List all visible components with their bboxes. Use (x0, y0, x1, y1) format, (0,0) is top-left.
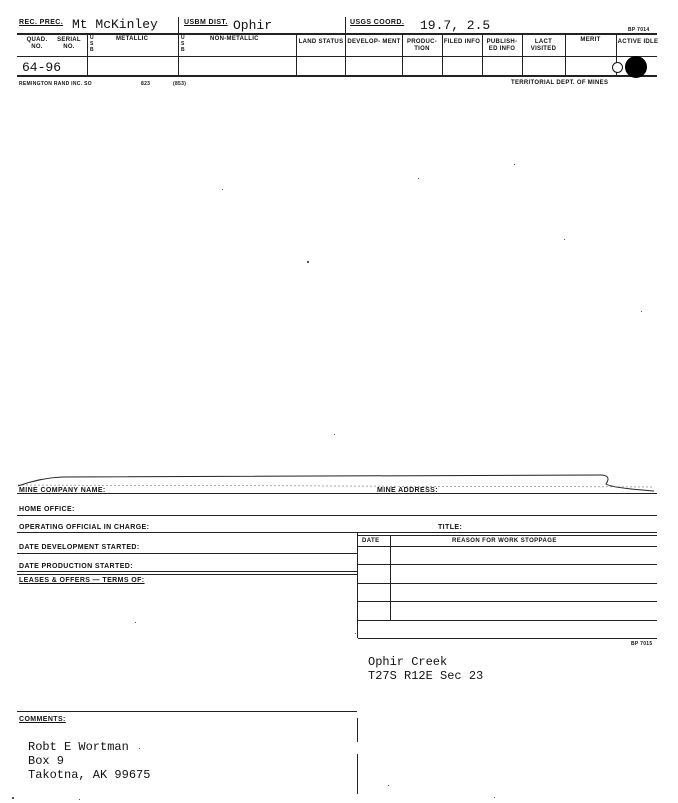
col-non-metallic: NON-METALLIC (210, 36, 259, 42)
form-number-2: BP 7015 (631, 641, 653, 647)
department-name: TERRITORIAL DEPT. OF MINES (511, 80, 609, 86)
location-line-2: T27S R12E Sec 23 (368, 669, 484, 683)
col-usb-metallic: U S B (90, 35, 94, 53)
col-usb-nonmetallic: U S B (181, 35, 185, 53)
operating-official-label: OPERATING OFFICIAL IN CHARGE: (19, 524, 150, 531)
rec-prec-label: REC. PREC. (19, 19, 64, 26)
col-active-idle: ACTIVE IDLE (617, 39, 659, 45)
form-number: BP 7014 (628, 27, 650, 33)
home-office-label: HOME OFFICE: (19, 506, 75, 513)
title-label: TITLE: (438, 524, 463, 531)
col-metallic: METALLIC (116, 36, 149, 42)
col-land-status: LAND STATUS (298, 39, 344, 45)
printer-code-1: 823 (141, 81, 151, 87)
comments-label: COMMENTS: (19, 716, 66, 723)
reason-stoppage-label: REASON FOR WORK STOPPAGE (452, 538, 557, 544)
usbm-dist-label: USBM DIST. (184, 19, 228, 26)
comment-line-3: Takotna, AK 99675 (28, 768, 151, 782)
punch-hole-open-icon (612, 62, 623, 73)
leases-label: LEASES & OFFERS — TERMS OF: (19, 577, 145, 584)
date-column-label: DATE (362, 538, 380, 544)
date-production-label: DATE PRODUCTION STARTED: (19, 563, 133, 570)
col-last-visited: LACT VISITED (530, 39, 557, 52)
col-production: PRODUC- TION (406, 39, 438, 52)
date-development-label: DATE DEVELOPMENT STARTED: (19, 544, 140, 551)
rec-prec-value: Mt McKinley (72, 17, 158, 32)
col-merit: MERIT (580, 37, 601, 43)
printer-code-2: (853) (173, 81, 187, 87)
mine-address-label: MINE ADDRESS: (377, 487, 438, 494)
col-quad-no: QUAD. NO. (26, 37, 48, 50)
col-filed-info: FILED INFO (443, 39, 481, 45)
punch-hole-filled-icon (625, 56, 647, 78)
location-line-1: Ophir Creek (368, 655, 448, 669)
usgs-coord-value: 19.7, 2.5 (420, 18, 491, 33)
col-published-info: PUBLISH- ED INFO (486, 39, 518, 52)
col-serial-no: SERIAL NO. (57, 37, 81, 50)
usgs-coord-label: USGS COORD. (350, 19, 405, 26)
comment-line-2: Box 9 (28, 754, 65, 768)
usbm-dist-value: Ophir (233, 18, 273, 33)
printer-imprint: REMINGTON RAND INC. SO (19, 81, 92, 87)
col-development: DEVELOP- MENT (347, 39, 401, 45)
comment-line-1: Robt E Wortman (28, 740, 129, 754)
quad-serial-value: 64-96 (22, 60, 62, 75)
mine-company-name-label: MINE COMPANY NAME: (19, 487, 106, 494)
